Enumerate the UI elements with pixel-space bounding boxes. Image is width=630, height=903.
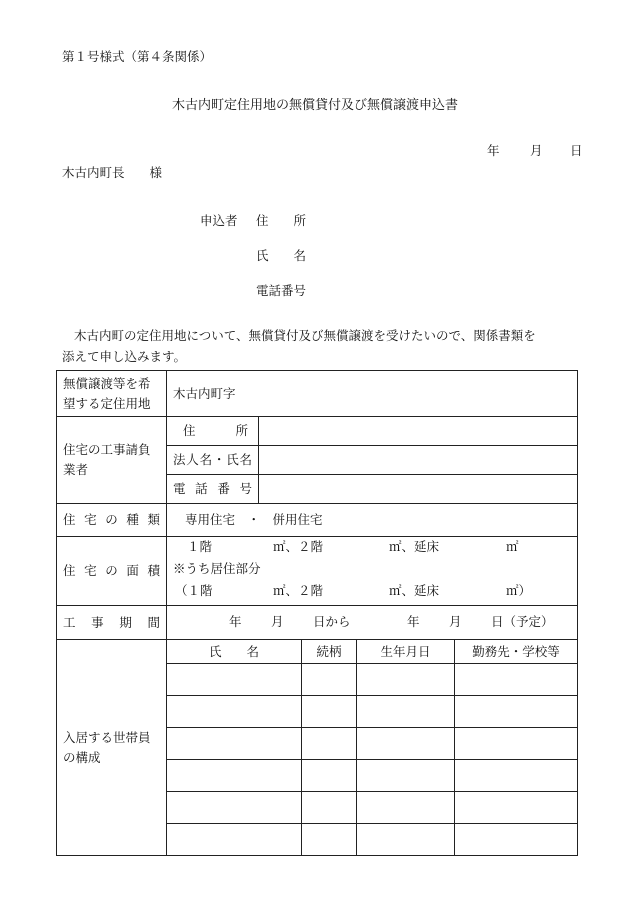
period-to-year: 年 <box>407 614 420 629</box>
house-type-label: 住宅の種類 <box>57 504 167 537</box>
contractor-address-label: 住所 <box>167 417 259 446</box>
household-birthdate-cell[interactable] <box>357 696 455 728</box>
household-name-cell[interactable] <box>167 696 302 728</box>
household-relation-cell[interactable] <box>302 728 357 760</box>
intro-line-2: 添えて申し込みます。 <box>62 349 187 364</box>
house-area-row <box>57 537 578 606</box>
form-number: 第１号様式（第４条関係） <box>62 49 213 64</box>
house-type-value[interactable]: 専用住宅 ・ 併用住宅 <box>167 504 578 537</box>
applicant-phone-label: 電話番号 <box>256 283 307 298</box>
land-value-field[interactable]: 木古内町字 <box>167 371 578 417</box>
area-res-sqm-end-label: ㎡） <box>506 583 532 598</box>
date-year-label: 年 <box>487 143 500 158</box>
area-res-sqm-total-label: ㎡、延床 <box>389 583 440 598</box>
period-from-year: 年 <box>229 614 242 629</box>
area-residential-note: ※うち居住部分 <box>173 561 261 576</box>
land-row <box>57 371 578 417</box>
period-from-day: 日から <box>313 614 351 629</box>
period-from-month: 月 <box>271 614 284 629</box>
contractor-label-line-2: 業者 <box>63 462 89 477</box>
household-birthdate-cell[interactable] <box>357 824 455 856</box>
household-label-line-1: 入居する世帯員 <box>63 729 151 745</box>
household-birthdate-cell[interactable] <box>357 792 455 824</box>
applicant-name-label: 氏 名 <box>256 248 307 263</box>
area-res-floor1-label: （１階 <box>175 583 213 598</box>
household-birthdate-cell[interactable] <box>357 664 455 696</box>
household-name-cell[interactable] <box>167 728 302 760</box>
contractor-phone-field[interactable] <box>259 475 578 504</box>
construction-period-row <box>57 606 578 640</box>
period-to-month: 月 <box>449 614 462 629</box>
household-workplace-cell[interactable] <box>455 696 578 728</box>
household-relation-cell[interactable] <box>302 760 357 792</box>
application-table <box>56 370 578 856</box>
contractor-address-row <box>57 417 578 446</box>
construction-period-label: 工事期間 <box>57 606 167 640</box>
date-month-label: 月 <box>530 143 543 158</box>
contractor-label-line-1: 住宅の工事請負 <box>63 442 151 457</box>
household-workplace-cell[interactable] <box>455 792 578 824</box>
household-relation-cell[interactable] <box>302 824 357 856</box>
household-label-line-2: の構成 <box>63 749 101 765</box>
area-sqm-total-label: ㎡、延床 <box>389 539 440 554</box>
house-area-field[interactable] <box>167 537 578 606</box>
area-res-sqm-floor2-label: ㎡、２階 <box>273 583 324 598</box>
household-workplace-cell[interactable] <box>455 824 578 856</box>
area-sqm-floor2-label: ㎡、２階 <box>273 539 324 554</box>
contractor-address-field[interactable] <box>259 417 578 446</box>
household-header-workplace: 勤務先・学校等 <box>455 640 578 664</box>
contractor-phone-label: 電話番号 <box>167 475 259 504</box>
household-relation-cell[interactable] <box>302 696 357 728</box>
period-to-day: 日（予定） <box>491 614 554 629</box>
household-workplace-cell[interactable] <box>455 728 578 760</box>
household-header-row <box>57 640 578 664</box>
household-workplace-cell[interactable] <box>455 760 578 792</box>
household-relation-cell[interactable] <box>302 792 357 824</box>
household-name-cell[interactable] <box>167 824 302 856</box>
date-day-label: 日 <box>570 143 583 158</box>
household-name-cell[interactable] <box>167 792 302 824</box>
document-title: 木古内町定住用地の無償貸付及び無償譲渡申込書 <box>171 98 458 113</box>
household-relation-cell[interactable] <box>302 664 357 696</box>
land-label-line-1: 無償譲渡等を希 <box>63 375 151 391</box>
household-header-relation: 続柄 <box>302 640 357 664</box>
house-area-label: 住宅の面積 <box>57 537 167 606</box>
household-name-cell[interactable] <box>167 760 302 792</box>
land-label-line-2: 望する定住用地 <box>63 395 151 411</box>
house-type-row <box>57 504 578 537</box>
construction-period-field[interactable] <box>167 606 578 640</box>
contractor-company-field[interactable] <box>259 446 578 475</box>
household-birthdate-cell[interactable] <box>357 760 455 792</box>
household-birthdate-cell[interactable] <box>357 728 455 760</box>
land-label <box>57 371 167 417</box>
contractor-label <box>57 417 167 504</box>
household-header-birthdate: 生年月日 <box>357 640 455 664</box>
addressee: 木古内町長 様 <box>62 165 163 180</box>
contractor-company-label: 法人名・氏名 <box>167 446 259 475</box>
area-sqm-end-label: ㎡ <box>506 539 519 554</box>
household-label <box>57 640 167 856</box>
applicant-role: 申込者 <box>200 213 238 228</box>
household-workplace-cell[interactable] <box>455 664 578 696</box>
area-floor1-label: １階 <box>187 539 213 554</box>
intro-line-1: 木古内町の定住用地について、無償貸付及び無償譲渡を受けたいので、関係書類を <box>74 328 536 343</box>
household-name-cell[interactable] <box>167 664 302 696</box>
household-header-name: 氏 名 <box>167 640 302 664</box>
applicant-address-label: 住 所 <box>256 213 307 228</box>
